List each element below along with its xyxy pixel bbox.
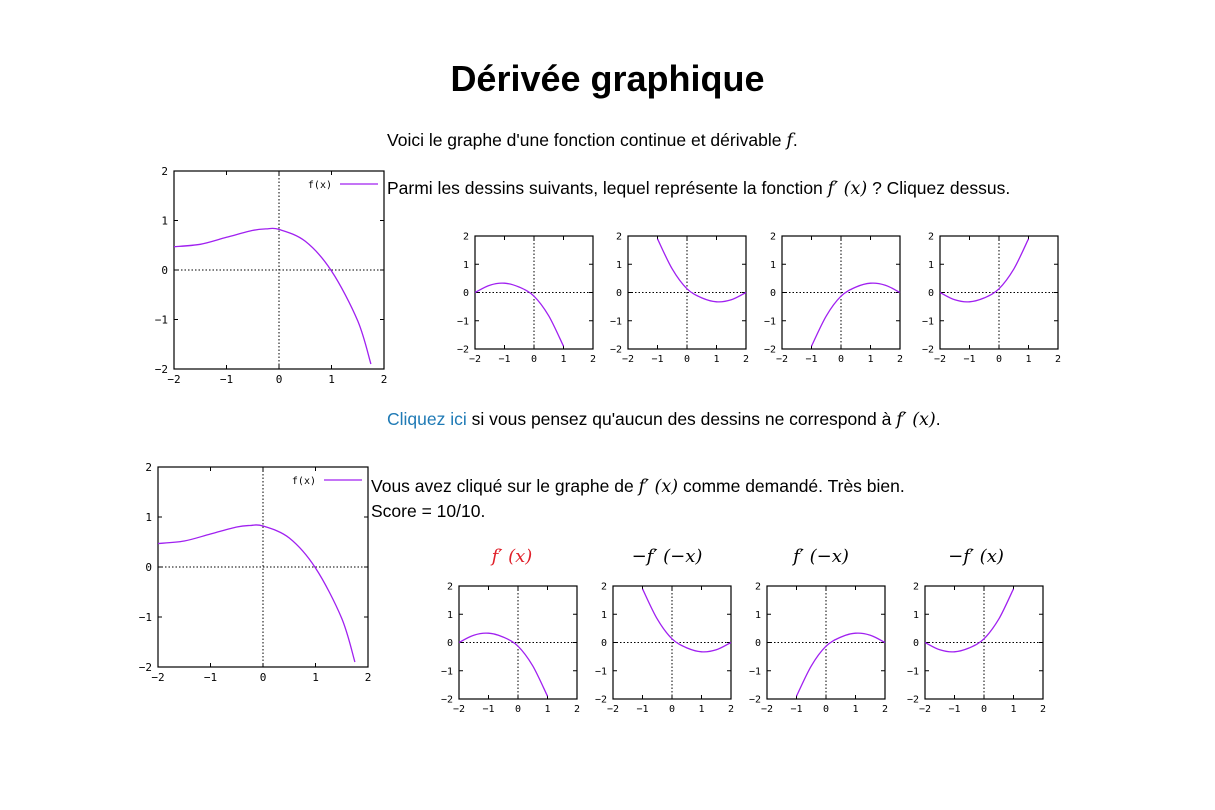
x-tick-label: −2	[452, 704, 466, 715]
y-tick-label: 2	[769, 231, 776, 243]
y-tick-label: 1	[912, 609, 919, 621]
choice-graph-3[interactable]	[752, 225, 902, 377]
y-tick-label: 0	[600, 638, 607, 649]
x-tick-label: 2	[380, 373, 388, 386]
y-tick-label: −2	[748, 694, 761, 706]
x-tick-label: −1	[790, 704, 803, 715]
x-tick-label: 1	[713, 354, 720, 365]
y-tick-label: 0	[161, 263, 168, 277]
x-tick-label: 2	[727, 704, 735, 715]
x-tick-label: −2	[760, 704, 774, 715]
intro-text: Voici le graphe d'une fonction continue et dérivable f.	[387, 130, 798, 151]
y-tick-label: −2	[154, 362, 168, 376]
answer-label-3: f′ (−x)	[793, 546, 849, 567]
choice-graph-2[interactable]	[598, 225, 748, 377]
answer-label-2: −f′ (−x)	[631, 546, 703, 567]
answer-label-1: f′ (x)	[491, 546, 533, 567]
x-tick-label: 1	[560, 354, 567, 365]
y-tick-label: 1	[446, 609, 453, 621]
y-tick-label: 2	[927, 231, 934, 243]
y-tick-label: 1	[145, 510, 152, 524]
x-tick-label: 2	[881, 704, 889, 715]
answer-graph-3	[737, 575, 887, 727]
x-tick-label: 1	[544, 704, 551, 715]
answer-graph-2	[583, 575, 733, 727]
y-tick-label: −1	[456, 316, 469, 328]
legend-label: f(x)	[291, 476, 316, 487]
y-tick-label: 0	[615, 288, 622, 299]
y-tick-label: −1	[440, 666, 453, 678]
x-tick-label: 1	[1025, 354, 1032, 365]
y-tick-label: 2	[600, 581, 607, 593]
page-title: Dérivée graphique	[450, 58, 765, 99]
x-tick-label: 1	[1010, 704, 1017, 715]
y-tick-label: 1	[161, 214, 168, 228]
y-tick-label: −2	[763, 344, 776, 356]
x-tick-label: −1	[498, 354, 511, 365]
x-tick-label: 0	[514, 704, 522, 715]
x-tick-label: 0	[822, 704, 830, 715]
y-tick-label: −2	[594, 694, 607, 706]
y-tick-label: −2	[921, 344, 934, 356]
y-tick-label: 1	[615, 259, 622, 271]
x-tick-label: −2	[468, 354, 482, 365]
x-tick-label: 2	[1054, 354, 1062, 365]
x-tick-label: 1	[852, 704, 859, 715]
feedback-text: Vous avez cliqué sur le graphe de f′ (x) comme demandé. Très bien.	[371, 476, 905, 497]
x-tick-label: −2	[151, 671, 165, 684]
x-tick-label: −2	[621, 354, 635, 365]
y-tick-label: 1	[754, 609, 761, 621]
y-tick-label: −2	[456, 344, 469, 356]
y-tick-label: 1	[600, 609, 607, 621]
y-tick-label: 2	[615, 231, 622, 243]
y-tick-label: −1	[154, 313, 168, 327]
function-graph-bottom	[124, 458, 374, 690]
x-tick-label: −1	[219, 373, 234, 386]
y-tick-label: 2	[912, 581, 919, 593]
none-match-link[interactable]: Cliquez ici	[387, 409, 467, 429]
score-text: Score = 10/10.	[371, 501, 486, 521]
x-tick-label: −2	[775, 354, 789, 365]
x-tick-label: −1	[805, 354, 818, 365]
y-tick-label: 0	[446, 638, 453, 649]
y-tick-label: 0	[462, 288, 469, 299]
answer-graph-1	[429, 575, 579, 727]
x-tick-label: 0	[530, 354, 538, 365]
y-tick-label: −2	[609, 344, 622, 356]
x-tick-label: −2	[918, 704, 932, 715]
y-tick-label: 0	[769, 288, 776, 299]
answer-label-4: −f′ (x)	[948, 546, 1004, 567]
x-tick-label: 2	[364, 671, 372, 684]
x-tick-label: −1	[482, 704, 495, 715]
y-tick-label: 2	[145, 460, 152, 474]
x-tick-label: 0	[995, 354, 1003, 365]
x-tick-label: 0	[980, 704, 988, 715]
x-tick-label: 0	[668, 704, 676, 715]
y-tick-label: −2	[440, 694, 453, 706]
y-tick-label: −1	[906, 666, 919, 678]
none-match-text: Cliquez ici si vous pensez qu'aucun des dessins ne correspond à f′ (x).	[387, 409, 941, 430]
y-tick-label: 2	[462, 231, 469, 243]
x-tick-label: −1	[636, 704, 649, 715]
x-tick-label: 0	[837, 354, 845, 365]
y-tick-label: −1	[921, 316, 934, 328]
x-tick-label: −1	[963, 354, 976, 365]
y-tick-label: 1	[927, 259, 934, 271]
x-tick-label: −2	[606, 704, 620, 715]
y-tick-label: 0	[912, 638, 919, 649]
x-tick-label: 2	[742, 354, 750, 365]
y-tick-label: −1	[594, 666, 607, 678]
y-tick-label: 0	[145, 560, 152, 574]
answer-graph-4	[891, 575, 1047, 727]
x-tick-label: 1	[867, 354, 874, 365]
y-tick-label: 0	[754, 638, 761, 649]
x-tick-label: 0	[683, 354, 691, 365]
y-tick-label: 2	[754, 581, 761, 593]
x-tick-label: 0	[259, 671, 267, 684]
choice-graph-4[interactable]	[906, 225, 1062, 377]
x-tick-label: 2	[896, 354, 904, 365]
x-tick-label: −2	[167, 373, 181, 386]
x-tick-label: 1	[328, 373, 335, 386]
legend-label: f(x)	[307, 180, 332, 191]
x-tick-label: 1	[698, 704, 705, 715]
x-tick-label: 2	[573, 704, 581, 715]
y-tick-label: 1	[769, 259, 776, 271]
x-tick-label: −1	[203, 671, 218, 684]
y-tick-label: −1	[748, 666, 761, 678]
y-tick-label: −2	[906, 694, 919, 706]
y-tick-label: −2	[138, 660, 152, 674]
y-tick-label: 2	[161, 164, 168, 178]
x-tick-label: −1	[651, 354, 664, 365]
y-tick-label: −1	[763, 316, 776, 328]
y-tick-label: 0	[927, 288, 934, 299]
x-tick-label: 2	[589, 354, 597, 365]
x-tick-label: 1	[312, 671, 319, 684]
x-tick-label: −1	[948, 704, 961, 715]
y-tick-label: −1	[609, 316, 622, 328]
x-tick-label: 2	[1039, 704, 1047, 715]
y-tick-label: −1	[138, 610, 152, 624]
x-tick-label: −2	[933, 354, 947, 365]
x-tick-label: 0	[275, 373, 283, 386]
question-text: Parmi les dessins suivants, lequel représente la fonction f′ (x) ? Cliquez dessus.	[387, 178, 1011, 199]
function-graph-top	[140, 160, 390, 390]
y-tick-label: 1	[462, 259, 469, 271]
choice-graph-1[interactable]	[445, 225, 595, 377]
y-tick-label: 2	[446, 581, 453, 593]
